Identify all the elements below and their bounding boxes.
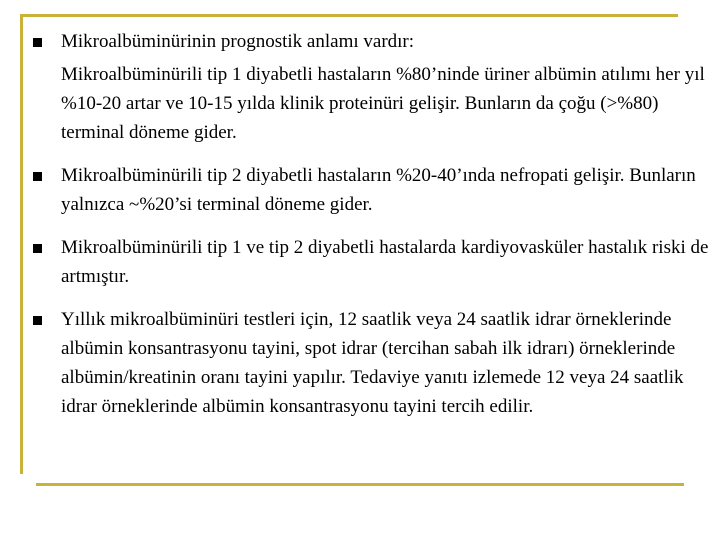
slide-content: [32, 27, 718, 421]
paragraph-type1: [32, 60, 718, 147]
square-bullet-icon: [33, 244, 42, 253]
bullet-item-cardiovascular: [32, 233, 718, 291]
bullet-item-annual-tests: [32, 305, 718, 421]
square-bullet-icon: [33, 172, 42, 181]
bottom-accent-line: [36, 483, 684, 486]
square-bullet-icon: [33, 316, 42, 325]
top-accent-line: [20, 14, 678, 17]
bullet-text: Mikroalbüminürinin prognostik anlamı vardır:: [61, 31, 415, 52]
left-accent-line: [20, 14, 23, 474]
bullet-text: Mikroalbüminürili tip 2 diyabetli hastaların %20-40’ında nefropati gelişir. Bunların yalnızca ~%20’si terminal döneme gider.: [61, 165, 696, 215]
bullet-text: Yıllık mikroalbüminüri testleri için, 12 saatlik veya 24 saatlik idrar örneklerinde albümin konsantrasyonu tayini, spot idrar (tercihan sabah ilk idrarı) örneklerinde albümin/kreatinin oranı tayini yapılır. Tedaviye yanıtı izlemede 12 veya 24 saatlik idrar örneklerinde albümin konsantrasyonu tayini tercih edilir.: [61, 309, 684, 417]
paragraph-text: Mikroalbüminürili tip 1 diyabetli hastaların %80’ninde üriner albümin atılımı her yıl %10-20 artar ve 10-15 yılda klinik proteinüri gelişir. Bunların da çoğu (>%80) terminal döneme gider.: [61, 64, 705, 143]
bullet-item-prognosis: [32, 27, 718, 56]
bullet-text: Mikroalbüminürili tip 1 ve tip 2 diyabetli hastalarda kardiyovasküler hastalık riski de artmıştır.: [61, 237, 709, 287]
bullet-item-type2: [32, 161, 718, 219]
square-bullet-icon: [33, 38, 42, 47]
